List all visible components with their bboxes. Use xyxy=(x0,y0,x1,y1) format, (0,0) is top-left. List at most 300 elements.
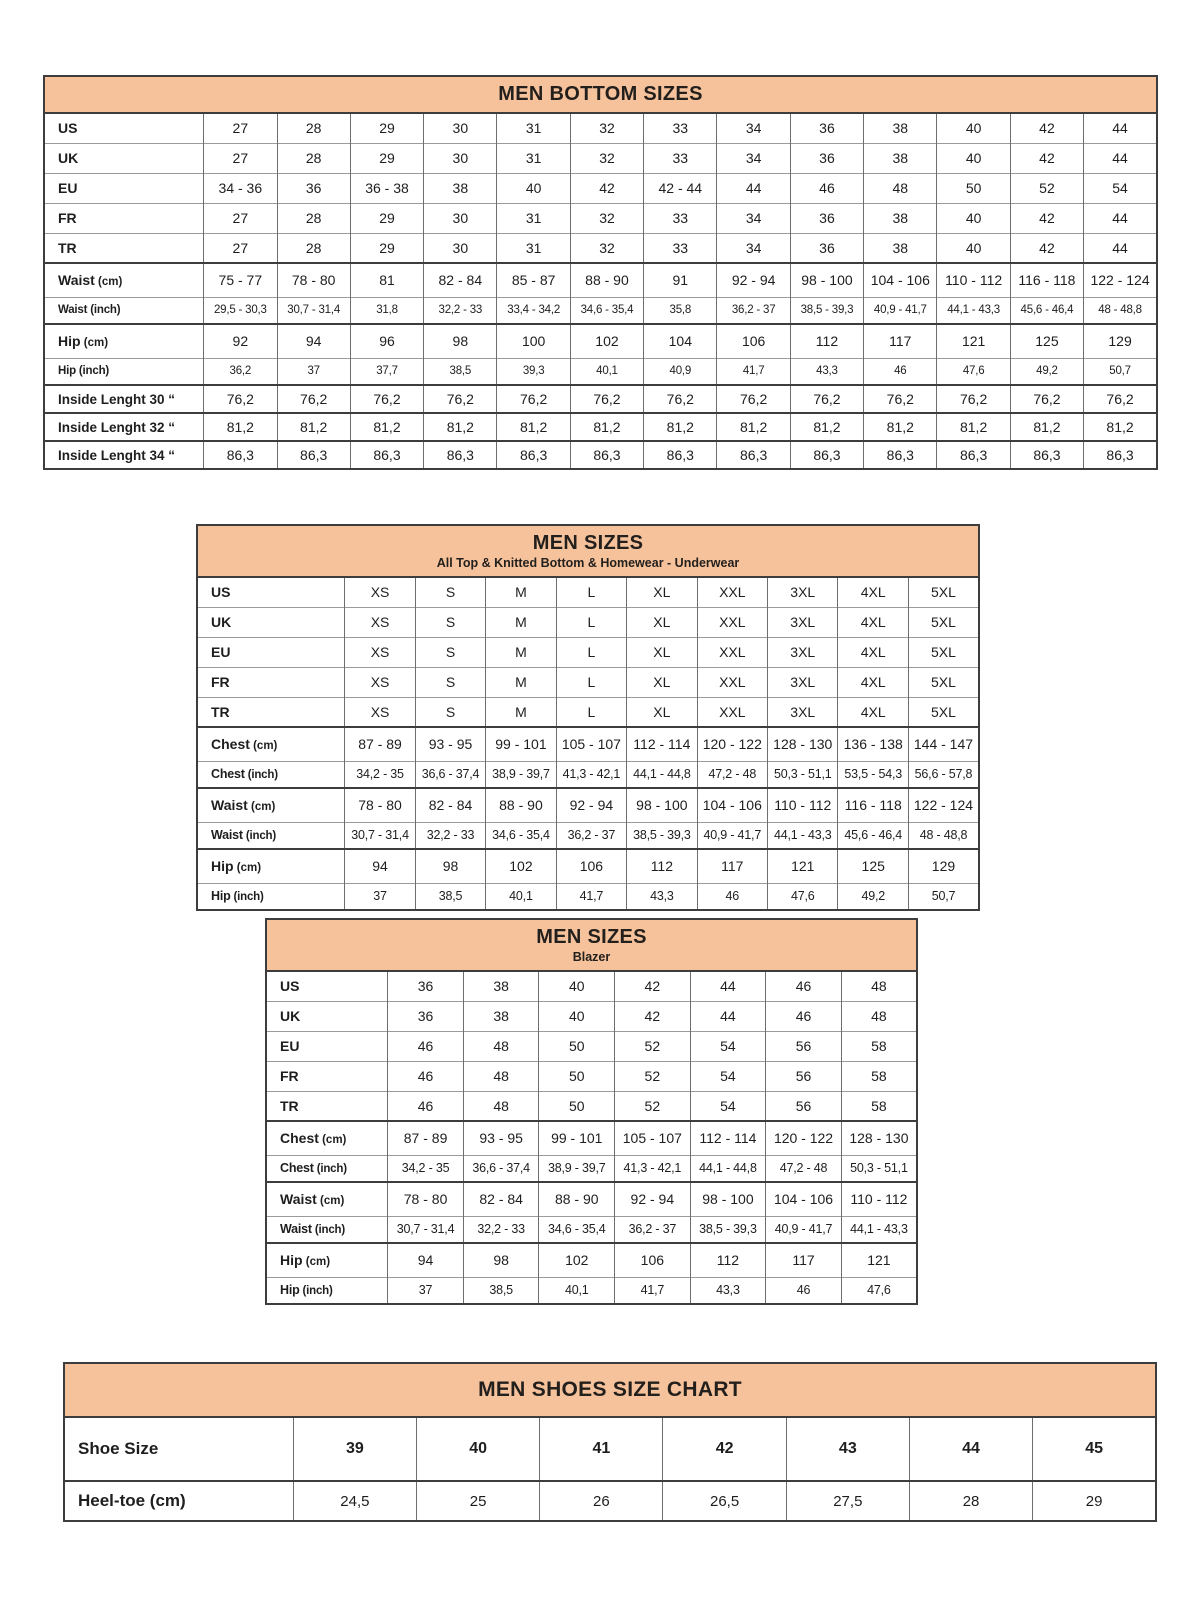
table-cell: 94 xyxy=(345,849,415,883)
table-cell: 32 xyxy=(570,143,643,173)
table-cell: 98 xyxy=(463,1243,539,1277)
table-cell: 30,7 - 31,4 xyxy=(277,297,350,324)
table-row xyxy=(197,637,979,667)
table-cell: 26 xyxy=(540,1481,663,1521)
table-cell: 50,3 - 51,1 xyxy=(768,761,838,788)
table-cell: 48 - 48,8 xyxy=(908,822,979,849)
row-label: Waist (inch) xyxy=(197,822,345,849)
row-label: Chest (inch) xyxy=(266,1155,388,1182)
table-cell: 81,2 xyxy=(277,413,350,441)
table-subtitle: Blazer xyxy=(572,950,611,964)
table-cell: 56,6 - 57,8 xyxy=(908,761,979,788)
table-cell: 44 xyxy=(1084,113,1157,143)
table-cell: XL xyxy=(627,637,697,667)
table-cell: 86,3 xyxy=(1084,441,1157,469)
table-cell: 36,6 - 37,4 xyxy=(415,761,485,788)
table-cell: 76,2 xyxy=(497,385,570,413)
table-cell: 106 xyxy=(556,849,626,883)
table-cell: 76,2 xyxy=(644,385,717,413)
table-cell: 98 - 100 xyxy=(627,788,697,822)
table-cell: 86,3 xyxy=(497,441,570,469)
row-label: US xyxy=(197,577,345,607)
row-label: EU xyxy=(44,173,204,203)
row-label: Hip (inch) xyxy=(197,883,345,910)
table-row xyxy=(44,203,1157,233)
table-cell: 76,2 xyxy=(350,385,423,413)
table-cell: 120 - 122 xyxy=(697,727,767,761)
table-cell: 41 xyxy=(540,1417,663,1481)
table-cell: 3XL xyxy=(768,577,838,607)
table-cell: 58 xyxy=(841,1031,917,1061)
table-cell: 31 xyxy=(497,143,570,173)
table-cell: S xyxy=(415,697,485,727)
table-row xyxy=(197,727,979,761)
table-cell: 40,9 - 41,7 xyxy=(697,822,767,849)
table-cell: 92 - 94 xyxy=(615,1182,691,1216)
table-cell: 34 xyxy=(717,233,790,263)
table-cell: 58 xyxy=(841,1091,917,1121)
table-cell: 50,3 - 51,1 xyxy=(841,1155,917,1182)
table-cell: 36 - 38 xyxy=(350,173,423,203)
table-cell: 105 - 107 xyxy=(556,727,626,761)
table-cell: 40 xyxy=(539,971,615,1001)
table-cell: 45,6 - 46,4 xyxy=(838,822,908,849)
table-cell: 49,2 xyxy=(1010,358,1083,385)
table-cell: 50 xyxy=(937,173,1010,203)
table-cell: 121 xyxy=(937,324,1010,358)
table-row xyxy=(266,971,917,1001)
table-cell: 33 xyxy=(644,113,717,143)
table-cell: 42 xyxy=(663,1417,786,1481)
table-cell: 42 - 44 xyxy=(644,173,717,203)
table-cell: 125 xyxy=(838,849,908,883)
table-row xyxy=(266,1031,917,1061)
table-cell: 46 xyxy=(766,1277,842,1304)
table-cell: 27 xyxy=(204,113,277,143)
table-cell: 42 xyxy=(1010,233,1083,263)
table-cell: 32,2 - 33 xyxy=(424,297,497,324)
table-cell: 28 xyxy=(277,143,350,173)
table-cell: 86,3 xyxy=(350,441,423,469)
table-cell: 110 - 112 xyxy=(768,788,838,822)
table-cell: 3XL xyxy=(768,667,838,697)
table-cell: 45 xyxy=(1033,1417,1156,1481)
table-cell: 82 - 84 xyxy=(463,1182,539,1216)
table-cell: 76,2 xyxy=(204,385,277,413)
table-cell: 86,3 xyxy=(570,441,643,469)
table-cell: 27 xyxy=(204,233,277,263)
row-label: UK xyxy=(266,1001,388,1031)
table-cell: 56 xyxy=(766,1031,842,1061)
table-cell: 28 xyxy=(277,233,350,263)
table-cell: 44,1 - 43,3 xyxy=(841,1216,917,1243)
row-label: Waist (inch) xyxy=(44,297,204,324)
table-row xyxy=(266,1091,917,1121)
table-row xyxy=(266,1243,917,1277)
table-cell: 38,5 xyxy=(415,883,485,910)
table-row xyxy=(266,1182,917,1216)
table-cell: 47,6 xyxy=(937,358,1010,385)
table-cell: 33 xyxy=(644,143,717,173)
table-cell: 93 - 95 xyxy=(415,727,485,761)
table-cell: 53,5 - 54,3 xyxy=(838,761,908,788)
table-cell: 40 xyxy=(539,1001,615,1031)
table-cell: 44,1 - 44,8 xyxy=(627,761,697,788)
table-cell: 81,2 xyxy=(644,413,717,441)
table-cell: 44 xyxy=(1084,233,1157,263)
table-cell: 44 xyxy=(717,173,790,203)
table-title: MEN SIZES xyxy=(536,926,647,948)
row-label: TR xyxy=(44,233,204,263)
table-cell: 92 - 94 xyxy=(717,263,790,297)
table-cell: 102 xyxy=(539,1243,615,1277)
table-cell: 86,3 xyxy=(790,441,863,469)
table-cell: 29 xyxy=(350,143,423,173)
table-cell: 33,4 - 34,2 xyxy=(497,297,570,324)
table-cell: 54 xyxy=(690,1061,766,1091)
table-cell: 36 xyxy=(790,113,863,143)
table-cell: 50,7 xyxy=(908,883,979,910)
table-cell: 52 xyxy=(615,1061,691,1091)
table-cell: 76,2 xyxy=(1084,385,1157,413)
table-cell: 102 xyxy=(570,324,643,358)
table-cell: 5XL xyxy=(908,637,979,667)
row-label: Waist (cm) xyxy=(197,788,345,822)
table-cell: 106 xyxy=(615,1243,691,1277)
table-cell: 88 - 90 xyxy=(570,263,643,297)
table-cell: 30 xyxy=(424,233,497,263)
table-cell: 86,3 xyxy=(424,441,497,469)
table-cell: S xyxy=(415,637,485,667)
men-sizes-top xyxy=(196,524,980,911)
table-cell: 81 xyxy=(350,263,423,297)
table-cell: 29,5 - 30,3 xyxy=(204,297,277,324)
table-row xyxy=(197,849,979,883)
table-cell: S xyxy=(415,667,485,697)
table-cell: 38,5 - 39,3 xyxy=(627,822,697,849)
table-cell: XXL xyxy=(697,577,767,607)
table-cell: 40,9 xyxy=(644,358,717,385)
table-row xyxy=(44,143,1157,173)
table-cell: 3XL xyxy=(768,697,838,727)
table-cell: 46 xyxy=(388,1061,464,1091)
table-cell: 110 - 112 xyxy=(841,1182,917,1216)
table-cell: 99 - 101 xyxy=(486,727,556,761)
row-label: Hip (inch) xyxy=(266,1277,388,1304)
table-cell: 129 xyxy=(1084,324,1157,358)
table-cell: 82 - 84 xyxy=(424,263,497,297)
table-cell: XS xyxy=(345,637,415,667)
table-row xyxy=(197,577,979,607)
table-cell: XXL xyxy=(697,697,767,727)
table-row xyxy=(197,822,979,849)
table-cell: 76,2 xyxy=(864,385,937,413)
table-cell: 43,3 xyxy=(690,1277,766,1304)
table-cell: 81,2 xyxy=(570,413,643,441)
table-cell: 35,8 xyxy=(644,297,717,324)
table-cell: 144 - 147 xyxy=(908,727,979,761)
table-row xyxy=(266,1216,917,1243)
table-cell: 44 xyxy=(909,1417,1032,1481)
table-cell: 36,6 - 37,4 xyxy=(463,1155,539,1182)
row-label: Inside Lenght 32 “ xyxy=(44,413,204,441)
row-label: Hip (cm) xyxy=(44,324,204,358)
table-cell: 31 xyxy=(497,233,570,263)
table-cell: 38,9 - 39,7 xyxy=(486,761,556,788)
table-cell: 76,2 xyxy=(424,385,497,413)
table-cell: 40 xyxy=(417,1417,540,1481)
table-cell: 50,7 xyxy=(1084,358,1157,385)
table-cell: 88 - 90 xyxy=(539,1182,615,1216)
table-cell: 38 xyxy=(463,971,539,1001)
table-cell: S xyxy=(415,577,485,607)
table-cell: L xyxy=(556,667,626,697)
row-label: Inside Lenght 34 “ xyxy=(44,441,204,469)
table-cell: 112 xyxy=(627,849,697,883)
table-cell: 34,2 - 35 xyxy=(388,1155,464,1182)
table-cell: 36 xyxy=(388,1001,464,1031)
table-cell: 48 xyxy=(463,1091,539,1121)
table-cell: XS xyxy=(345,697,415,727)
table-cell: 87 - 89 xyxy=(388,1121,464,1155)
table-cell: 40 xyxy=(937,143,1010,173)
table-cell: 40 xyxy=(937,113,1010,143)
table-cell: 38,5 xyxy=(424,358,497,385)
row-label: FR xyxy=(44,203,204,233)
table-cell: 92 xyxy=(204,324,277,358)
table-cell: 43,3 xyxy=(790,358,863,385)
table-cell: 40 xyxy=(937,233,1010,263)
table-cell: 25 xyxy=(417,1481,540,1521)
table-cell: 3XL xyxy=(768,607,838,637)
men-sizes-blazer-table xyxy=(265,918,918,1305)
table-row xyxy=(197,667,979,697)
table-cell: 29 xyxy=(1033,1481,1156,1521)
table-cell: 47,2 - 48 xyxy=(766,1155,842,1182)
row-label: Chest (cm) xyxy=(197,727,345,761)
table-cell: 36,2 - 37 xyxy=(615,1216,691,1243)
table-cell: 42 xyxy=(1010,143,1083,173)
table-row xyxy=(44,413,1157,441)
table-cell: 122 - 124 xyxy=(1084,263,1157,297)
row-label: EU xyxy=(266,1031,388,1061)
row-label: Hip (inch) xyxy=(44,358,204,385)
table-cell: 87 - 89 xyxy=(345,727,415,761)
table-cell: 106 xyxy=(717,324,790,358)
table-header xyxy=(44,76,1157,113)
table-cell: 44 xyxy=(1084,203,1157,233)
table-cell: 4XL xyxy=(838,697,908,727)
table-cell: XS xyxy=(345,607,415,637)
table-cell: 86,3 xyxy=(864,441,937,469)
table-cell: 81,2 xyxy=(717,413,790,441)
table-cell: 121 xyxy=(768,849,838,883)
table-cell: 96 xyxy=(350,324,423,358)
table-cell: 46 xyxy=(864,358,937,385)
table-cell: 112 - 114 xyxy=(690,1121,766,1155)
table-cell: 4XL xyxy=(838,637,908,667)
table-cell: XXL xyxy=(697,607,767,637)
table-cell: 76,2 xyxy=(570,385,643,413)
row-label: Waist (cm) xyxy=(44,263,204,297)
table-cell: 82 - 84 xyxy=(415,788,485,822)
table-row xyxy=(44,173,1157,203)
table-cell: M xyxy=(486,607,556,637)
table-cell: 39,3 xyxy=(497,358,570,385)
table-cell: M xyxy=(486,697,556,727)
table-cell: 48 xyxy=(841,971,917,1001)
table-row xyxy=(266,1155,917,1182)
table-cell: 38 xyxy=(424,173,497,203)
table-cell: 37 xyxy=(345,883,415,910)
row-label: US xyxy=(44,113,204,143)
table-cell: L xyxy=(556,697,626,727)
table-cell: 46 xyxy=(766,971,842,1001)
table-cell: 78 - 80 xyxy=(277,263,350,297)
table-cell: 34,6 - 35,4 xyxy=(570,297,643,324)
table-cell: 48 - 48,8 xyxy=(1084,297,1157,324)
table-cell: XS xyxy=(345,667,415,697)
table-cell: 86,3 xyxy=(277,441,350,469)
table-cell: 48 xyxy=(463,1061,539,1091)
table-row xyxy=(266,1061,917,1091)
table-cell: 38,5 - 39,3 xyxy=(790,297,863,324)
table-cell: 104 xyxy=(644,324,717,358)
table-cell: 34 xyxy=(717,143,790,173)
row-label: Hip (cm) xyxy=(266,1243,388,1277)
table-cell: 3XL xyxy=(768,637,838,667)
table-cell: 44 xyxy=(690,1001,766,1031)
table-cell: 36 xyxy=(277,173,350,203)
table-cell: 78 - 80 xyxy=(388,1182,464,1216)
table-cell: 110 - 112 xyxy=(937,263,1010,297)
table-cell: 32 xyxy=(570,233,643,263)
table-cell: 5XL xyxy=(908,577,979,607)
table-cell: 37 xyxy=(388,1277,464,1304)
table-cell: 86,3 xyxy=(204,441,277,469)
table-cell: 81,2 xyxy=(350,413,423,441)
table-cell: 129 xyxy=(908,849,979,883)
table-cell: 47,6 xyxy=(768,883,838,910)
table-row xyxy=(197,761,979,788)
table-cell: 32,2 - 33 xyxy=(463,1216,539,1243)
table-cell: 46 xyxy=(766,1001,842,1031)
table-cell: 34,6 - 35,4 xyxy=(486,822,556,849)
table-cell: 40,9 - 41,7 xyxy=(766,1216,842,1243)
table-cell: 34,6 - 35,4 xyxy=(539,1216,615,1243)
table-cell: XL xyxy=(627,667,697,697)
men-sizes-blazer xyxy=(265,918,918,1305)
table-cell: 116 - 118 xyxy=(838,788,908,822)
table-cell: 128 - 130 xyxy=(841,1121,917,1155)
table-cell: 30,7 - 31,4 xyxy=(388,1216,464,1243)
table-cell: 44,1 - 43,3 xyxy=(937,297,1010,324)
table-cell: 28 xyxy=(277,203,350,233)
table-cell: 75 - 77 xyxy=(204,263,277,297)
table-cell: 52 xyxy=(1010,173,1083,203)
table-cell: 93 - 95 xyxy=(463,1121,539,1155)
table-row xyxy=(44,113,1157,143)
table-cell: 34,2 - 35 xyxy=(345,761,415,788)
table-cell: 24,5 xyxy=(293,1481,416,1521)
table-cell: 27,5 xyxy=(786,1481,909,1521)
table-cell: 42 xyxy=(1010,203,1083,233)
table-cell: 33 xyxy=(644,233,717,263)
table-cell: S xyxy=(415,607,485,637)
table-cell: 5XL xyxy=(908,697,979,727)
table-cell: 30,7 - 31,4 xyxy=(345,822,415,849)
table-cell: 94 xyxy=(388,1243,464,1277)
table-cell: 29 xyxy=(350,233,423,263)
table-cell: 38,5 xyxy=(463,1277,539,1304)
table-cell: 47,6 xyxy=(841,1277,917,1304)
table-cell: 117 xyxy=(864,324,937,358)
table-cell: 42 xyxy=(615,971,691,1001)
row-label: Waist (cm) xyxy=(266,1182,388,1216)
table-cell: 41,7 xyxy=(556,883,626,910)
men-shoes-size-chart-table xyxy=(63,1362,1157,1522)
table-row xyxy=(44,358,1157,385)
table-cell: 30 xyxy=(424,113,497,143)
row-label: TR xyxy=(266,1091,388,1121)
table-cell: L xyxy=(556,637,626,667)
table-cell: 102 xyxy=(486,849,556,883)
table-cell: 117 xyxy=(697,849,767,883)
table-cell: 40,9 - 41,7 xyxy=(864,297,937,324)
table-cell: 42 xyxy=(1010,113,1083,143)
row-label: UK xyxy=(44,143,204,173)
table-row xyxy=(197,607,979,637)
table-cell: 86,3 xyxy=(644,441,717,469)
row-label: TR xyxy=(197,697,345,727)
table-cell: 39 xyxy=(293,1417,416,1481)
table-row xyxy=(197,788,979,822)
table-cell: 104 - 106 xyxy=(766,1182,842,1216)
table-cell: 27 xyxy=(204,143,277,173)
table-cell: 117 xyxy=(766,1243,842,1277)
table-cell: 5XL xyxy=(908,607,979,637)
table-cell: 44 xyxy=(690,971,766,1001)
table-row xyxy=(197,697,979,727)
table-cell: 32,2 - 33 xyxy=(415,822,485,849)
table-cell: 40,1 xyxy=(570,358,643,385)
table-cell: 38 xyxy=(864,113,937,143)
table-cell: 98 - 100 xyxy=(790,263,863,297)
table-cell: 38 xyxy=(864,203,937,233)
table-cell: M xyxy=(486,577,556,607)
table-cell: 121 xyxy=(841,1243,917,1277)
table-cell: 38,5 - 39,3 xyxy=(690,1216,766,1243)
table-cell: 41,7 xyxy=(615,1277,691,1304)
row-label: Shoe Size xyxy=(64,1417,293,1481)
table-cell: 36 xyxy=(388,971,464,1001)
table-cell: 48 xyxy=(864,173,937,203)
table-cell: 48 xyxy=(463,1031,539,1061)
table-cell: 100 xyxy=(497,324,570,358)
men-sizes-top-table xyxy=(196,524,980,911)
table-cell: 98 xyxy=(424,324,497,358)
table-cell: 48 xyxy=(841,1001,917,1031)
table-cell: 76,2 xyxy=(1010,385,1083,413)
table-title: MEN SIZES xyxy=(532,532,644,554)
table-cell: 36 xyxy=(790,233,863,263)
table-cell: 46 xyxy=(388,1091,464,1121)
row-label: US xyxy=(266,971,388,1001)
table-cell: 44,1 - 44,8 xyxy=(690,1155,766,1182)
table-row xyxy=(266,1121,917,1155)
table-cell: XXL xyxy=(697,637,767,667)
table-cell: 42 xyxy=(570,173,643,203)
